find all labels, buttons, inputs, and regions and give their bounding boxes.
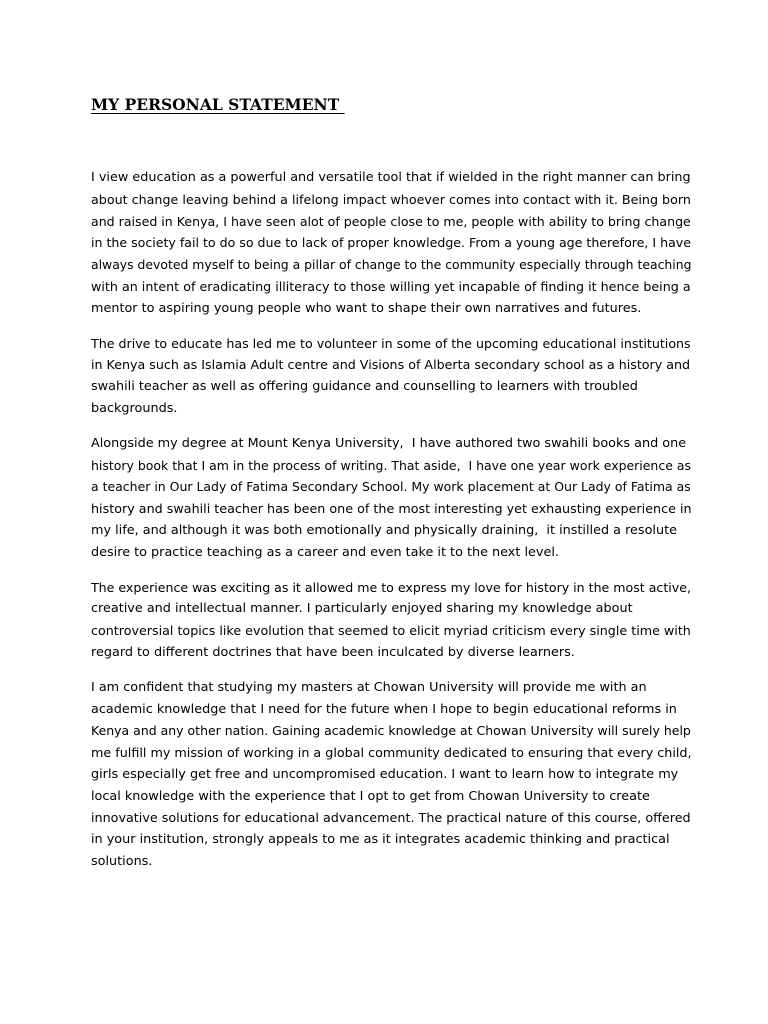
text-line: swahili teacher as well as offering guidance and counselling to learners with troubled: [91, 379, 638, 395]
text-line: mentor to aspiring young people who want to shape their own narratives and futures.: [91, 300, 642, 316]
text-line: a teacher in Our Lady of Fatima Secondary School. My work placement at Our Lady of Fatima as: [91, 479, 691, 495]
text-line: and raised in Kenya, I have seen alot of people close to me, people with ability to bring change: [91, 213, 691, 229]
text-line: in your institution, strongly appeals to me as it integrates academic thinking and practical: [91, 832, 670, 848]
text-line: about change leaving behind a lifelong impact whoever comes into contact with it. Being born: [91, 191, 691, 207]
text-line: I am confident that studying my masters at Chowan University will provide me with an: [91, 679, 647, 695]
paragraph-2: [91, 333, 691, 420]
text-line: history and swahili teacher has been one of the most interesting yet exhausting experience in: [91, 501, 692, 517]
text-line: with an intent of eradicating illiteracy to those willing yet incapable of finding it hence being a: [91, 278, 691, 294]
text-line: Kenya and any other nation. Gaining academic knowledge at Chowan University will surely help: [91, 723, 691, 739]
text-line: The drive to educate has led me to volunteer in some of the upcoming educational institutions: [91, 335, 691, 351]
text-line: creative and intellectual manner. I particularly enjoyed sharing my knowledge about: [91, 601, 633, 617]
paragraph-4: [91, 577, 691, 664]
text-line: me fulfill my mission of working in a global community dedicated to ensuring that every child,: [91, 745, 692, 761]
text-line: in Kenya such as Islamia Adult centre and Visions of Alberta secondary school as a history and: [91, 357, 691, 373]
text-line: always devoted myself to being a pillar of change to the community especially through teaching: [91, 257, 692, 273]
text-line: innovative solutions for educational advancement. The practical nature of this course, offered: [91, 810, 691, 826]
text-line: Alongside my degree at Mount Kenya University, I have authored two swahili books and one: [91, 435, 687, 451]
statement-body: [91, 167, 691, 886]
text-line: regard to different doctrines that have been inculcated by diverse learners.: [91, 644, 575, 660]
text-line: local knowledge with the experience that I opt to get from Chowan University to create: [91, 788, 650, 804]
text-line: academic knowledge that I need for the future when I hope to begin educational reforms in: [91, 701, 677, 717]
text-line: backgrounds.: [91, 400, 178, 416]
text-line: I view education as a powerful and versatile tool that if wielded in the right manner can bring: [91, 170, 691, 185]
text-line: my life, and although it was both emotionally and physically draining, it instilled a resolute: [91, 522, 677, 538]
paragraph-3: [91, 433, 691, 564]
paragraph-1: [91, 167, 691, 320]
text-line: girls especially get free and uncompromised education. I want to learn how to integrate my: [91, 766, 679, 782]
text-line: desire to practice teaching as a career and even take it to the next level.: [91, 544, 559, 560]
text-line: history book that I am in the process of writing. That aside, I have one year work experience as: [91, 457, 691, 473]
page-title: MY PERSONAL STATEMENT: [91, 95, 345, 114]
text-line: solutions.: [91, 854, 153, 870]
text-line: controversial topics like evolution that seemed to elicit myriad criticism every single time with: [91, 623, 691, 639]
paragraph-5: [91, 677, 691, 873]
text-line: The experience was exciting as it allowed me to express my love for history in the most active,: [91, 579, 691, 595]
text-line: in the society fail to do so due to lack of proper knowledge. From a young age therefore, I have: [91, 235, 691, 251]
